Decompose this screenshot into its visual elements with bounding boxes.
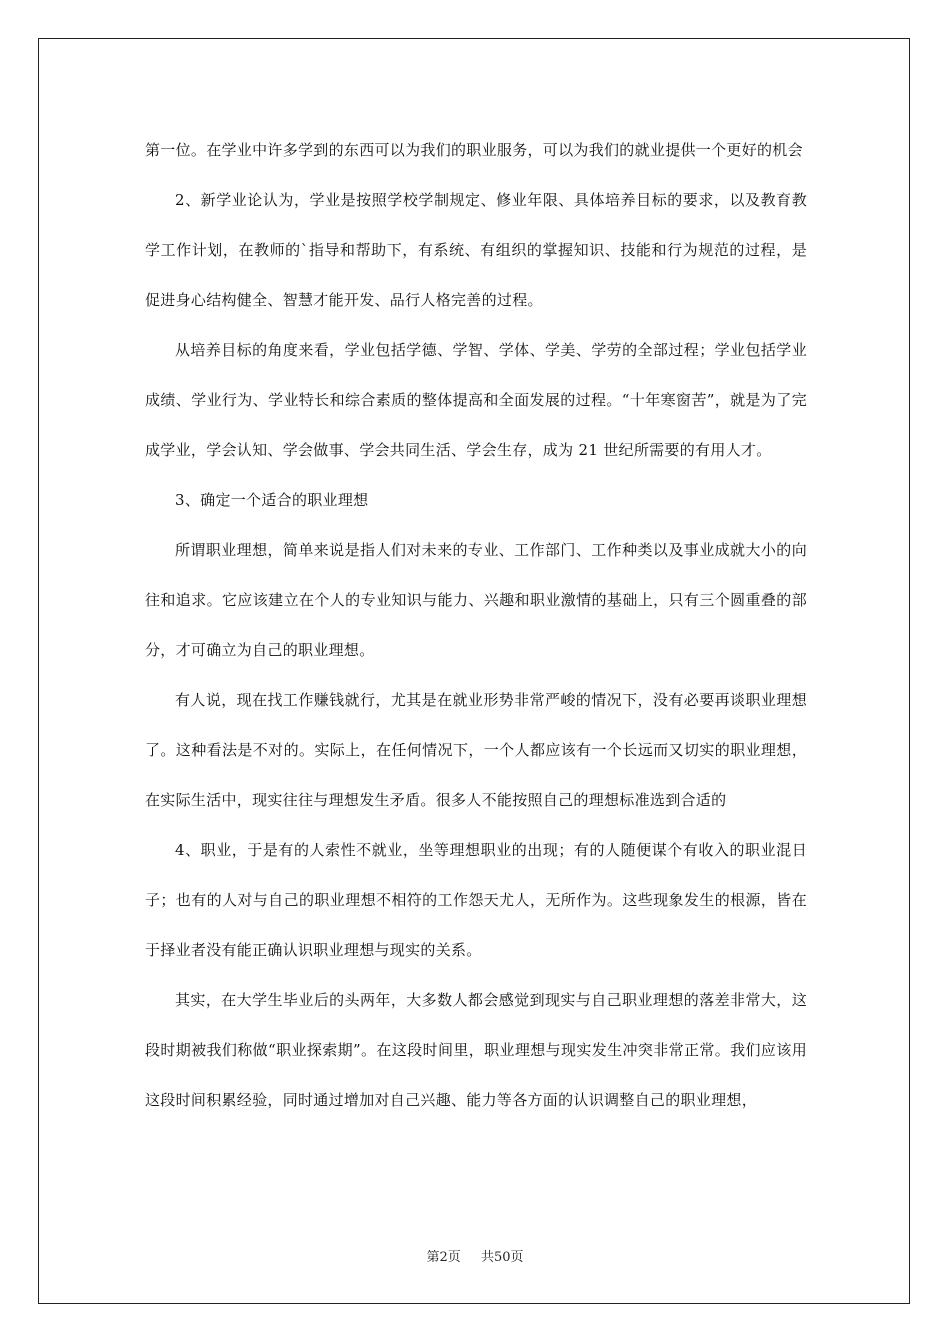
paragraph: 2、新学业论认为，学业是按照学校学制规定、修业年限、具体培养目标的要求，以及教育教学工作计划，在教师的`指导和帮助下，有系统、有组织的掌握知识、技能和行为规范的过程，是促进身心结构健全、智慧才能开发、品行人格完善的过程。 (145, 191, 807, 309)
page-number: 第2页 (426, 1250, 461, 1265)
paragraph: 4、职业，于是有的人索性不就业，坐等理想职业的出现；有的人随便谋个有收入的职业混日子；也有的人对与自己的职业理想不相符的工作怨天尤人，无所作为。这些现象发生的根源，皆在于择业者没有能正确认识职业理想与现实的关系。 (145, 841, 807, 959)
section-heading: 3、确定一个适合的职业理想 (175, 491, 369, 509)
paragraph: 其实，在大学生毕业后的头两年，大多数人都会感觉到现实与自己职业理想的落差非常大，这段时期被我们称做“职业探索期”。在这段时间里，职业理想与现实发生冲突非常正常。我们应该用这段时间积累经验，同时通过增加对自己兴趣、能力等各方面的认识调整自己的职业理想， (145, 991, 807, 1109)
paragraph: 所谓职业理想，简单来说是指人们对未来的专业、工作部门、工作种类以及事业成就大小的向往和追求。它应该建立在个人的专业知识与能力、兴趣和职业激情的基础上，只有三个圆重叠的部分，才可确立为自己的职业理想。 (145, 541, 807, 659)
paragraph: 从培养目标的角度来看，学业包括学德、学智、学体、学美、学劳的全部过程；学业包括学业成绩、学业行为、学业特长和综合素质的整体提高和全面发展的过程。“十年寒窗苦”，就是为了完成学业，学会认知、学会做事、学会共同生活、学会生存，成为 21 世纪所需要的有用人才。 (145, 341, 807, 459)
paragraph: 有人说，现在找工作赚钱就行，尤其是在就业形势非常严峻的情况下，没有必要再谈职业理想了。这种看法是不对的。实际上，在任何情况下，一个人都应该有一个长远而又切实的职业理想，在实际生活中，现实往往与理想发生矛盾。很多人不能按照自己的理想标准选到合适的 (145, 691, 807, 809)
paragraph: 第一位。在学业中许多学到的东西可以为我们的职业服务，可以为我们的就业提供一个更好的机会 (145, 141, 803, 159)
page-footer (0, 1246, 950, 1265)
document-body (145, 125, 807, 1125)
total-pages: 共50页 (480, 1250, 524, 1265)
